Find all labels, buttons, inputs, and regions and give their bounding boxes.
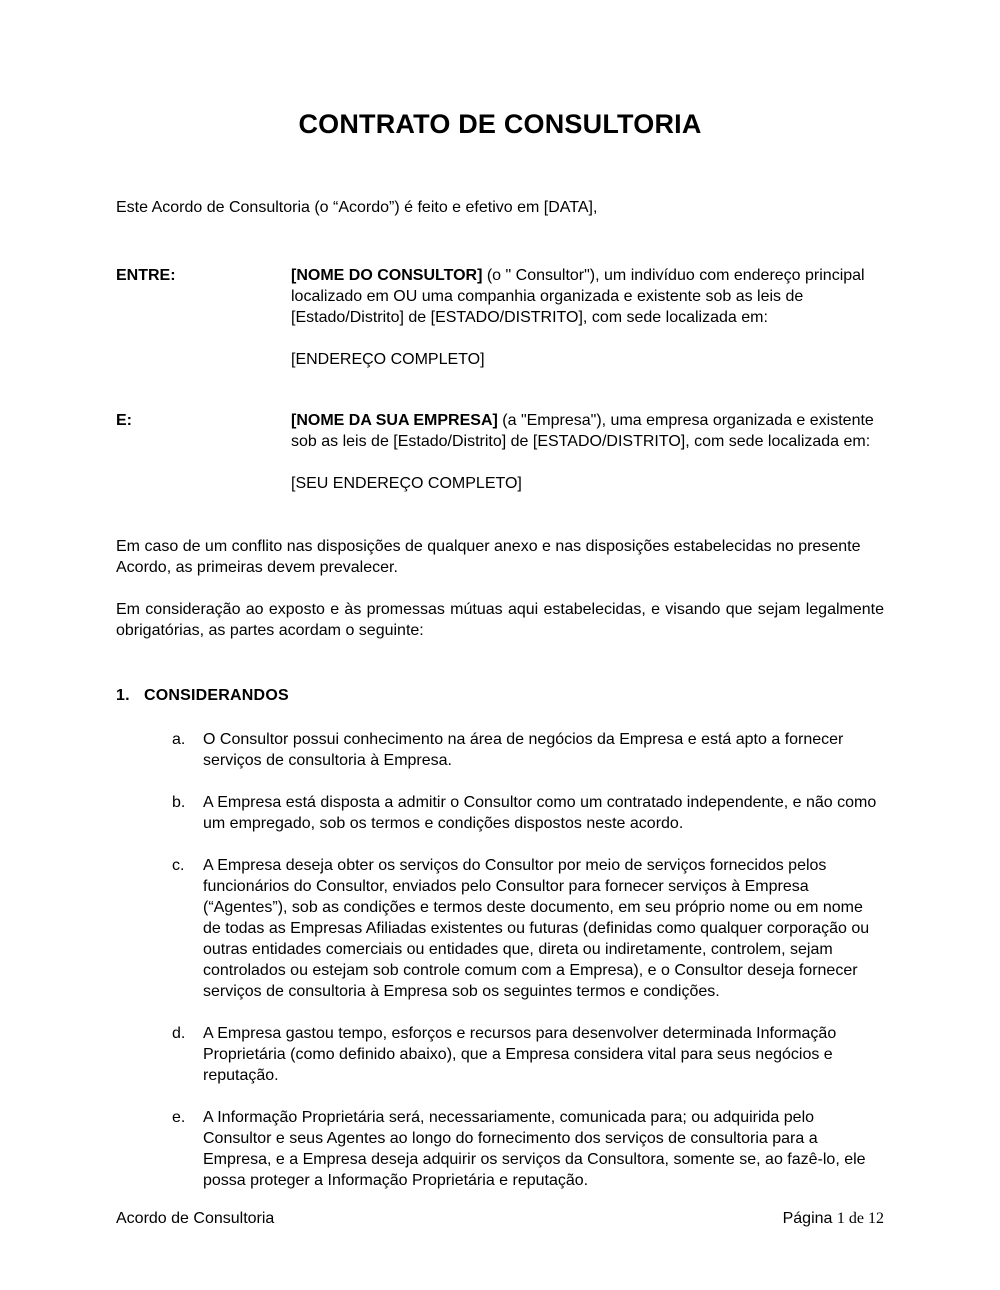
list-item-text: A Informação Proprietária será, necessariamente, comunicada para; ou adquirida pelo Consultor e seus Agentes ao longo do fornecimento dos serviços de consultoria para a Empresa, e a Empresa deseja adquirir os serviços da Consultora, somente se, ao fazê-lo, ele possa proteger a Informação Proprietária e reputação.: [203, 1109, 866, 1190]
footer-page-number: 1 de 12: [836, 1210, 884, 1227]
party-body-consultant: [291, 265, 884, 370]
consultant-description-text: (o " Consultor"), um indivíduo com endereço principal localizado em OU uma companhia organizada e existente sob as leis de [Estado/Distrito] de [ESTADO/DISTRITO], com sede localizada em:: [291, 267, 865, 327]
party-block-consultant: [116, 265, 884, 370]
list-item-text: A Empresa deseja obter os serviços do Consultor por meio de serviços fornecidos pelos funcionários do Consultor, enviados pelo Consultor para fornecer serviços à Empresa (“Agentes”), sob as condições e termos deste documento, em seu próprio nome ou em nome de todas as Empresas Afiliadas existentes ou futuras (definidas como qualquer corporação ou outras entidades comerciais ou entidades que, direta ou indiretamente, controlem, sejam controlados ou estejam sob controle comum com a Empresa), e o Consultor deseja fornecer serviços de consultoria à Empresa sob os seguintes termos e condições.: [203, 857, 870, 1001]
company-address-placeholder: [SEU ENDEREÇO COMPLETO]: [291, 475, 522, 493]
list-item-marker: d.: [172, 1025, 186, 1043]
party-block-company: [116, 410, 884, 494]
company-name-placeholder: [NOME DA SUA EMPRESA]: [291, 412, 498, 430]
list-item: [116, 729, 884, 771]
consideration-clause-paragraph: Em consideração ao exposto e às promessas mútuas aqui estabelecidas, e visando que sejam legalmente obrigatórias, as partes acordam o seguinte:: [116, 601, 884, 640]
page-footer: [116, 1208, 884, 1229]
list-item-marker: e.: [172, 1109, 186, 1127]
section-heading: [116, 685, 884, 706]
page-title: CONTRATO DE CONSULTORIA: [298, 109, 702, 139]
consultant-name-placeholder: [NOME DO CONSULTOR]: [291, 267, 483, 285]
list-item-marker: b.: [172, 794, 186, 812]
document-content: [116, 0, 884, 1191]
party-body-company: [291, 410, 884, 494]
consultant-address-placeholder: [ENDEREÇO COMPLETO]: [291, 351, 485, 369]
party-description-company: [291, 410, 884, 452]
list-item-marker: c.: [172, 857, 185, 875]
list-item-marker: a.: [172, 731, 186, 749]
intro-paragraph: Este Acordo de Consultoria (o “Acordo”) é feito e efetivo em [DATA],: [116, 199, 598, 217]
section-title: CONSIDERANDOS: [144, 687, 289, 705]
footer-page-label: Página: [782, 1210, 833, 1227]
party-label-consultant: ENTRE:: [116, 267, 176, 285]
list-item-text: A Empresa está disposta a admitir o Consultor como um contratado independente, e não como um empregado, sob os termos e condições dispostos neste acordo.: [203, 794, 877, 833]
list-item: [116, 855, 884, 1002]
list-item: [116, 1023, 884, 1086]
section-considerandos: [116, 685, 884, 1191]
conflict-clause-paragraph: Em caso de um conflito nas disposições de qualquer anexo e nas disposições estabelecidas no presente Acordo, as primeiras devem prevalecer.: [116, 538, 861, 577]
considerandos-list: [116, 729, 884, 1191]
footer-page-indicator: [783, 1208, 884, 1229]
party-label-company: E:: [116, 412, 132, 430]
footer-document-name: Acordo de Consultoria: [116, 1210, 275, 1227]
company-description-text: (a "Empresa"), uma empresa organizada e existente sob as leis de [Estado/Distrito] de [ESTADO/DISTRITO], com sede localizada em:: [291, 412, 874, 451]
list-item: [116, 1107, 884, 1191]
party-description-consultant: [291, 265, 884, 328]
list-item-text: A Empresa gastou tempo, esforços e recursos para desenvolver determinada Informação Proprietária (como definido abaixo), que a Empresa considera vital para seus negócios e reputação.: [203, 1025, 837, 1085]
section-number: 1.: [116, 687, 130, 705]
list-item-text: O Consultor possui conhecimento na área de negócios da Empresa e está apto a fornecer serviços de consultoria à Empresa.: [203, 731, 844, 770]
list-item: [116, 792, 884, 834]
